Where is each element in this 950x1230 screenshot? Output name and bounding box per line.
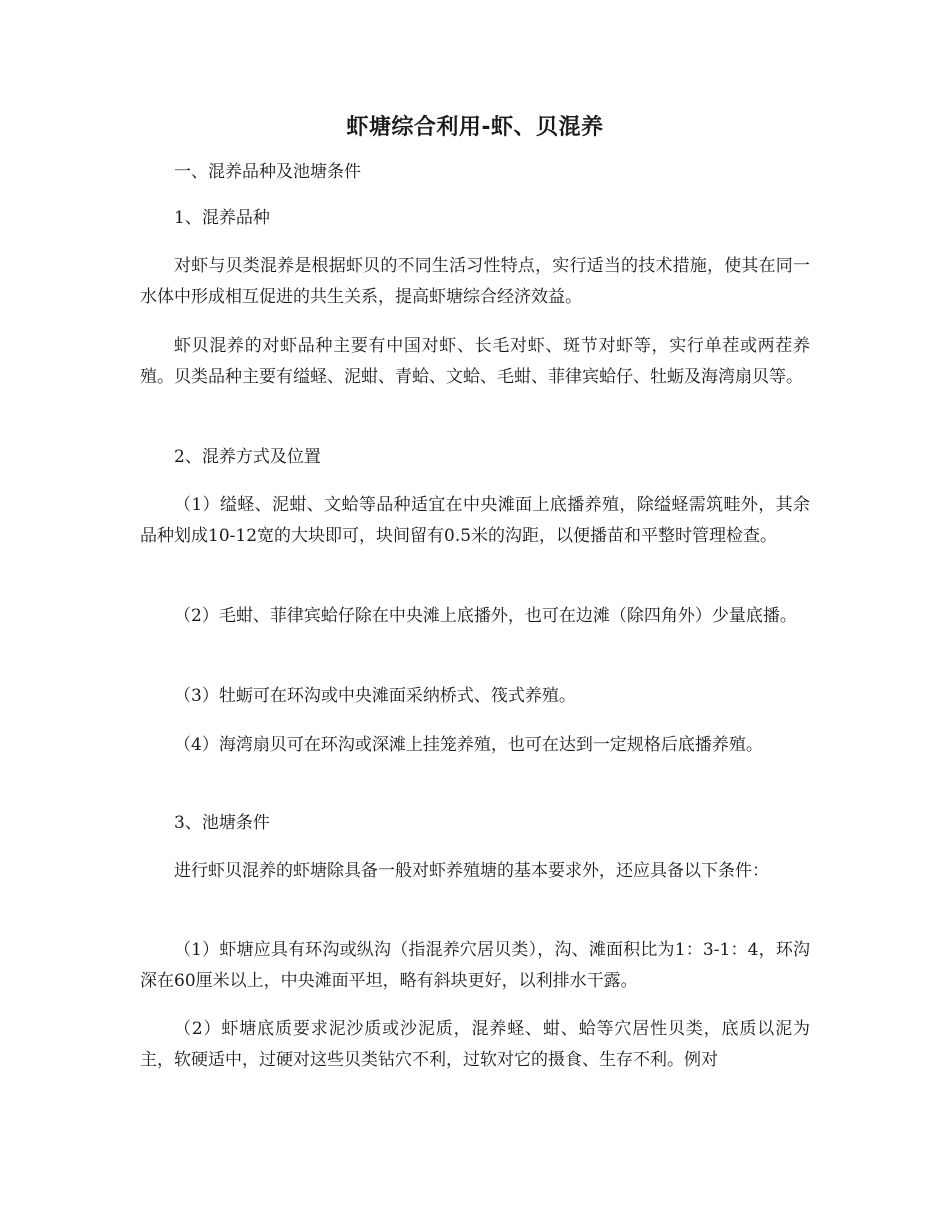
subsection-heading-3: 3、池塘条件 [174, 813, 270, 833]
subsection-heading-2: 2、混养方式及位置 [174, 447, 321, 467]
condition-item-1: （1）虾塘应具有环沟或纵沟（指混养穴居贝类），沟、滩面积比为1：3-1：4，环沟深在60厘米以上，中央滩面平坦，略有斜块更好，以利排水干露。 [140, 940, 810, 991]
subsection-heading-1: 1、混养品种 [174, 208, 270, 228]
condition-item-2: （2）虾塘底质要求泥沙质或沙泥质，混养蛏、蚶、蛤等穴居性贝类，底质以泥为主，软硬适中，过硬对这些贝类钻穴不利，过软对它的摄食、生存不利。例对 [140, 1019, 810, 1070]
section-heading-1: 一、混养品种及池塘条件 [174, 162, 361, 182]
paragraph-species: 虾贝混养的对虾品种主要有中国对虾、长毛对虾、斑节对虾等，实行单茬或两茬养殖。贝类品种主要有缢蛏、泥蚶、青蛤、文蛤、毛蚶、菲律宾蛤仔、牡蛎及海湾扇贝等。 [140, 336, 810, 387]
paragraph-pond-requirements: 进行虾贝混养的虾塘除具备一般对虾养殖塘的基本要求外，还应具备以下条件： [174, 861, 769, 881]
list-item-4: （4）海湾扇贝可在环沟或深滩上挂笼养殖，也可在达到一定规格后底播养殖。 [174, 735, 763, 755]
list-item-3: （3）牡蛎可在环沟或中央滩面采纳桥式、筏式养殖。 [174, 686, 576, 706]
document-title: 虾塘综合利用-虾、贝混养 [346, 115, 604, 140]
list-item-1: （1）缢蛏、泥蚶、文蛤等品种适宜在中央滩面上底播养殖，除缢蛏需筑畦外，其余品种划成10-12宽的大块即可，块间留有0.5米的沟距，以便播苗和平整时管理检查。 [140, 495, 810, 546]
list-item-2: （2）毛蚶、菲律宾蛤仔除在中央滩上底播外，也可在边滩（除四角外）少量底播。 [174, 606, 797, 626]
paragraph-mixed-culture-intro: 对虾与贝类混养是根据虾贝的不同生活习性特点，实行适当的技术措施，使其在同一水体中形成相互促进的共生关系，提高虾塘综合经济效益。 [140, 256, 810, 307]
